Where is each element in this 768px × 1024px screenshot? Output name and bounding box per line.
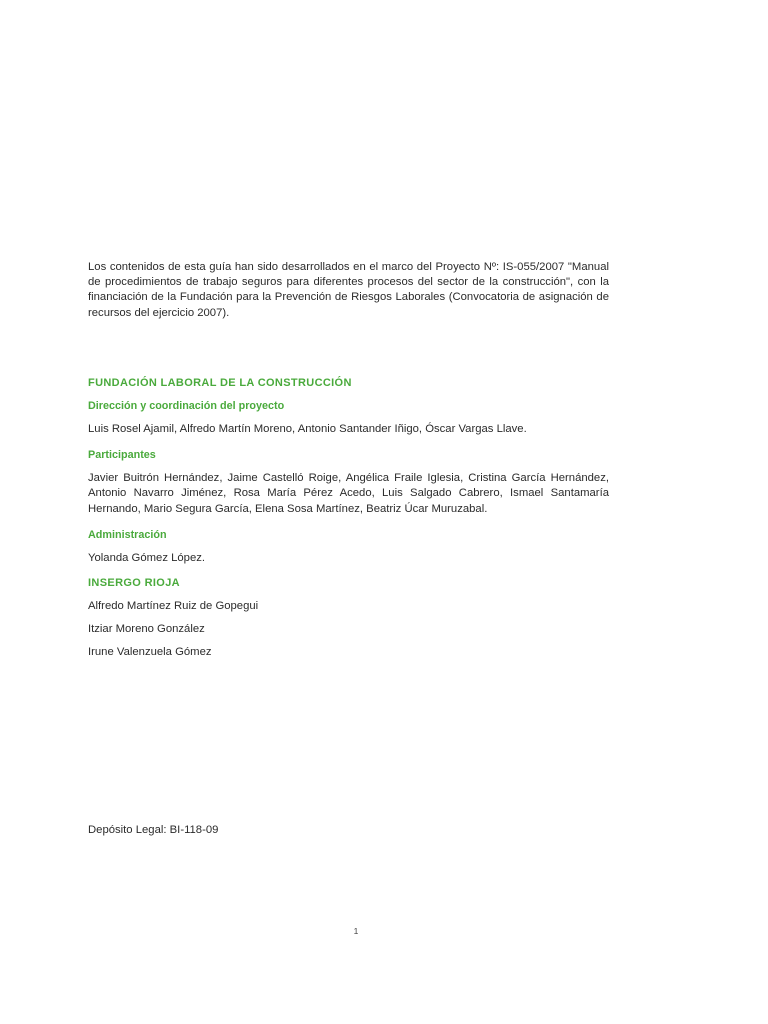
participants-heading: Participantes bbox=[88, 449, 156, 462]
spacer bbox=[88, 463, 609, 471]
spacer bbox=[88, 637, 609, 645]
administration-heading: Administración bbox=[88, 528, 167, 541]
spacer bbox=[88, 414, 609, 422]
spacer bbox=[88, 591, 609, 599]
direction-heading: Dirección y coordinación del proyecto bbox=[88, 400, 285, 412]
participants-names: Javier Buitrón Hernández, Jaime Castelló Roige, Angélica Fraile Iglesia, Cristina García Hernández, Antonio Navarro Jiménez, Rosa María Pérez Acedo, Luis Salgado Cabrero, Ismael Santamaría Hernando, Mario Segura García, Elena Sosa Martínez, Beatriz Úcar Muruzabal. bbox=[88, 472, 609, 515]
spacer bbox=[88, 517, 609, 528]
administration-names: Yolanda Gómez López. bbox=[88, 551, 206, 564]
insergo-member: Alfredo Martínez Ruiz de Gopegui bbox=[88, 600, 259, 613]
spacer bbox=[88, 391, 609, 399]
insergo-member: Irune Valenzuela Gómez bbox=[88, 646, 212, 659]
page-number: 1 bbox=[353, 926, 359, 936]
foundation-title: FUNDACIÓN LABORAL DE LA CONSTRUCCIÓN bbox=[88, 377, 352, 389]
spacer bbox=[88, 543, 609, 551]
spacer bbox=[88, 566, 609, 576]
spacer bbox=[88, 614, 609, 622]
direction-names: Luis Rosel Ajamil, Alfredo Martín Moreno, Antonio Santander Iñigo, Óscar Vargas Llave. bbox=[88, 423, 527, 435]
credits-section bbox=[88, 376, 609, 661]
spacer bbox=[88, 437, 609, 448]
insergo-title: INSERGO RIOJA bbox=[88, 577, 180, 590]
legal-deposit: Depósito Legal: BI-118-09 bbox=[88, 824, 219, 836]
insergo-member: Itziar Moreno González bbox=[88, 623, 205, 636]
intro-paragraph: Los contenidos de esta guía han sido desarrollados en el marco del Proyecto Nº: IS-055/2007 "Manual de procedimientos de trabajo seguros para diferentes procesos del sector de la construcción", con la financiación de la Fundación para la Prevención de Riesgos Laborales (Convocatoria de asignación de recursos del ejercicio 2007). bbox=[88, 261, 609, 319]
